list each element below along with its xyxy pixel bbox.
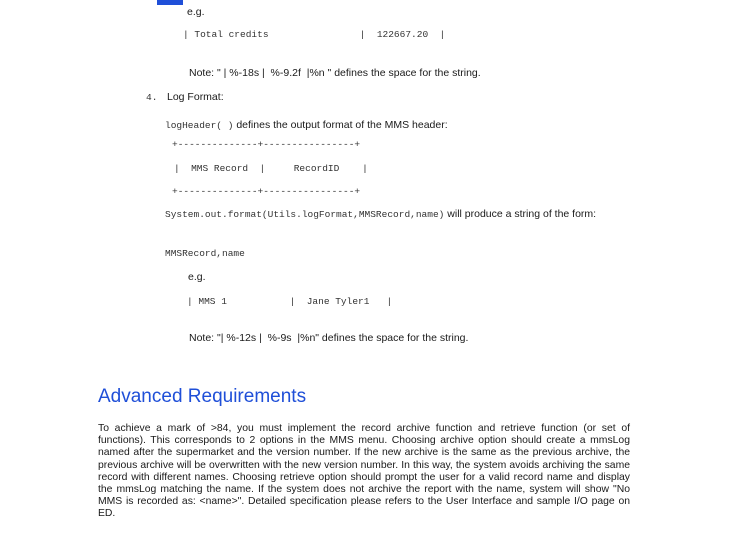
example-row-total-credits: | Total credits | 122667.20 | [183, 29, 446, 40]
section-heading: Advanced Requirements [98, 386, 307, 407]
log-format-title: Log Format: [167, 91, 224, 103]
record-form: MMSRecord,name [165, 248, 245, 259]
format-call-code: System.out.format(Utils.logFormat,MMSRecord,name) [165, 209, 445, 220]
format-call-line [165, 208, 635, 222]
list-number: 4. [146, 92, 158, 103]
table-border-bottom: +--------------+----------------+ [172, 186, 361, 197]
example-label: e.g. [187, 6, 205, 18]
advanced-paragraph: To achieve a mark of >84, you must implement the record archive function and retrieve function (or set of functions). This corresponds to 2 options in the MMS menu. Choosing archive option should create a mmsLog named after the supermarket and the version number. If the new archive is the same as the previous archive, the previous archive will be overwritten with the new version number. In this way, the system avoids archiving the same record with different names. Choosing retrieve option should prompt the user for a valid record name and display the mmsLog matching the name. If the system does not archive the report with the name, system will show "No MMS is recorded as: <name>". Detailed specification please refers to the User Interface and sample I/O page on ED. [98, 423, 630, 520]
example-label-2: e.g. [188, 271, 206, 283]
table-header-row: | MMS Record | RecordID | [174, 163, 368, 174]
page-corner-mark [157, 0, 183, 5]
format-call-description: will produce a string of the form: [444, 208, 597, 220]
example-row-mms: | MMS 1 | Jane Tyler1 | [187, 296, 393, 307]
format-note-2: Note: "| %-12s | %-9s |%n" defines the space for the string. [189, 332, 469, 344]
table-border-top: +--------------+----------------+ [172, 139, 361, 150]
log-header-method: logHeader( ) [165, 120, 234, 131]
log-header-line [165, 115, 448, 133]
format-note: Note: " | %-18s | %-9.2f |%n " defines the space for the string. [189, 67, 481, 79]
log-header-description: defines the output format of the MMS header: [233, 119, 448, 131]
